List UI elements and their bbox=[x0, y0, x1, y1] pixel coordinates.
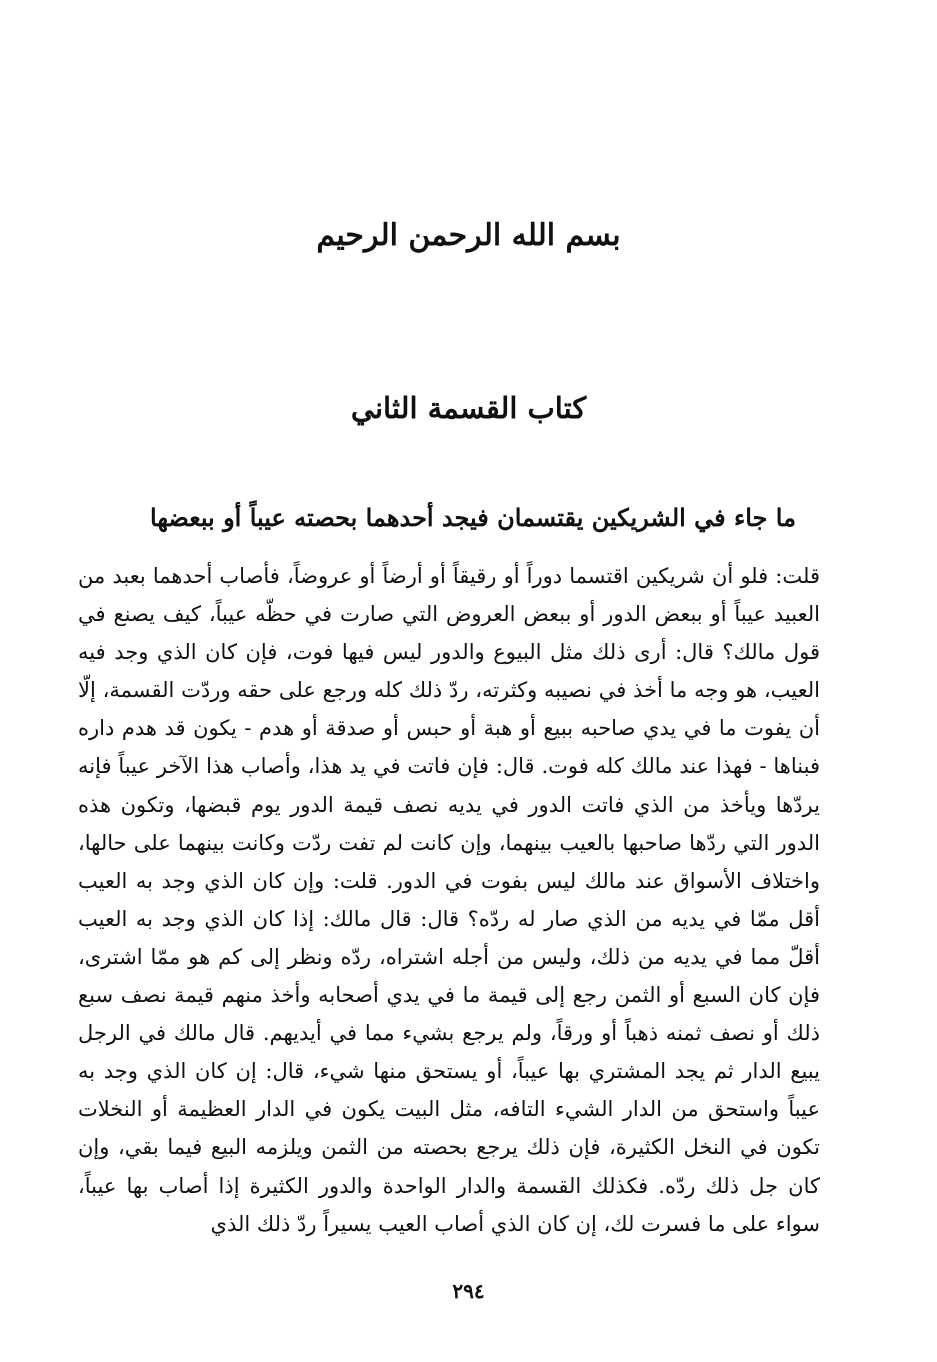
basmala-heading: بسم الله الرحمن الرحيم bbox=[316, 218, 621, 253]
section-title: ما جاء في الشريكين يقتسمان فيجد أحدهما بحصته عيباً أو ببعضها bbox=[150, 503, 796, 532]
book-title: كتاب القسمة الثاني bbox=[350, 391, 587, 425]
page-number: ٢٩٤ bbox=[452, 1279, 485, 1303]
body-paragraph: قلت: فلو أن شريكين اقتسما دوراً أو رقيقاً أو أرضاً أو عروضاً، فأصاب أحدهما بعبد من العبيد عيباً أو ببعض الدور أو ببعض العروض التي صارت في حظّه عيباً، كيف يصنع في قول مالك؟ قال: أرى ذلك مثل البيوع والدور ليس فيها فوت، فإن كان الذي وجد فيه العيب، هو وجه ما أخذ في نصيبه وكثرته، ردّ ذلك كله ورجع على حقه وردّت القسمة، إلّا أن يفوت ما في يدي صاحبه ببيع أو هبة أو حبس أو صدقة أو هدم - يكون قد هدم داره فبناها - فهذا عند مالك كله فوت. قال: فإن فاتت في يد هذا، وأصاب هذا الآخر عيباً فإنه يردّها ويأخذ من الذي فاتت الدور في يديه نصف قيمة الدور يوم قبضها، وتكون هذه الدور التي ردّها صاحبها بالعيب بينهما، وإن كانت لم تفت ردّت وكانت بينهما على حالها، واختلاف الأسواق عند مالك ليس بفوت في الدور. قلت: وإن كان الذي وجد به العيب أقل ممّا في يديه من الذي صار له ردّه؟ قال: قال مالك: إذا كان الذي وجد به العيب أقلّ مما في يديه من ذلك، وليس من أجله اشتراه، ردّه ونظر إلى كم هو ممّا اشترى، فإن كان السبع أو الثمن رجع إلى قيمة ما في يدي أصحابه وأخذ منهم قيمة نصف سبع ذلك أو نصف ثمنه ذهباً أو ورقاً، ولم يرجع بشيء مما في أيديهم. قال مالك في الرجل يبيع الدار ثم يجد المشتري بها عيباً، أو يستحق منها شيء، قال: إن كان الذي وجد به عيباً واستحق من الدار الشيء التافه، مثل البيت يكون في الدار العظيمة أو النخلات تكون في النخل الكثيرة، فإن ذلك يرجع بحصته من الثمن ويلزمه البيع فيما بقي، وإن كان جل ذلك ردّه. فكذلك القسمة والدار الواحدة والدور الكثيرة إذا أصاب بها عيباً، سواء على ما فسرت لك، إن كان الذي أصاب العيب يسيراً ردّ ذلك الذي bbox=[78, 564, 820, 1236]
